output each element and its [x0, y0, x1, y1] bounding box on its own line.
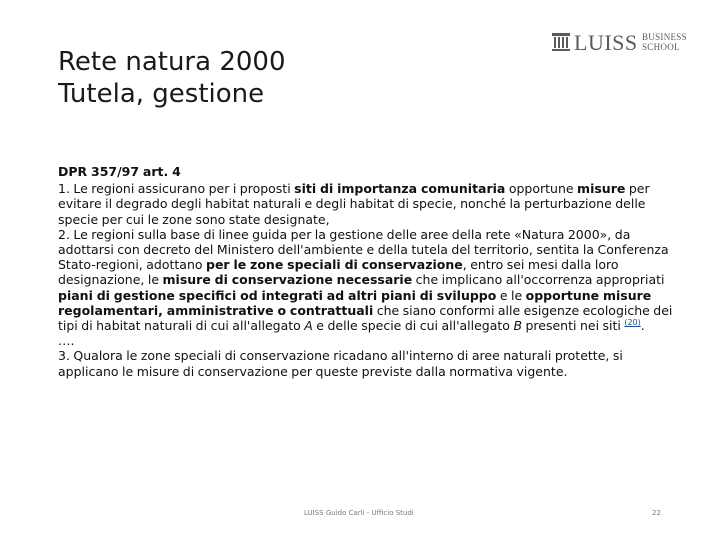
paragraph-3: 3. Qualora le zone speciali di conservazione ricadano all'interno di aree naturali protette, si applicano le misure di conservazione per queste previste dalla normativa vigente.	[58, 348, 623, 379]
p2-bold-misure-conservazione: misure di conservazione necessarie	[162, 272, 413, 288]
p2-text-end: .	[640, 318, 645, 334]
page-number: 22	[652, 509, 661, 517]
p2-text-a: 2. Le regioni sulla base di linee guida per la gestione delle aree della rete «Natura 2000», da adottarsi con decreto del Ministero dell'ambiente e della tutela del territorio, sentita la Conferenza Stato-regioni, adottano	[58, 226, 669, 273]
p2-text-g: e le	[496, 287, 526, 303]
footnote-reference-link[interactable]: (20)	[624, 317, 641, 327]
p1-text-a: 1. Le regioni assicurano per i proposti	[58, 181, 295, 197]
logo-subtitle-line-1: BUSINESS	[642, 32, 687, 42]
p2-italic-allegato-b: B	[513, 318, 523, 334]
p2-bold-piani-gestione: piani di gestione specifici od integrati ad altri piani di sviluppo	[58, 287, 497, 303]
slide-title-line-2: Tutela, gestione	[58, 79, 265, 109]
p2-bold-zsc: per le zone speciali di conservazione	[206, 257, 463, 273]
logo-subtitle	[642, 32, 687, 52]
p1-text-c: opportune	[505, 181, 578, 197]
logo-subtitle-line-2: SCHOOL	[642, 42, 680, 52]
p2-text-c: , entro sei mesi dalla loro designazione, le	[58, 257, 619, 288]
p2-text-e: che implicano all'occorrenza appropriati	[412, 272, 665, 288]
slide-title	[58, 46, 498, 110]
slide-title-line-1: Rete natura 2000	[58, 47, 286, 77]
p2-text-i: che siano conformi alle esigenze ecologiche dei tipi di habitat naturali di cui all'allegato	[58, 302, 673, 334]
logo-name: LUISS	[574, 30, 638, 55]
paragraph-1	[58, 181, 676, 227]
p1-bold-sic: siti di importanza comunitaria	[294, 181, 506, 197]
law-reference-heading: DPR 357/97 art. 4	[58, 164, 181, 179]
p2-bold-misure-regolamentari: opportune misure regolamentari, amministrative o contrattuali	[58, 287, 652, 318]
p2-italic-allegato-a: A	[304, 318, 313, 334]
ellipsis: ….	[58, 333, 75, 349]
p1-text-e: per evitare il degrado degli habitat naturali e degli habitat di specie, nonché la perturbazione delle specie per cui le zone sono state designate,	[58, 181, 650, 227]
footer-source: LUISS Guido Carli - Ufficio Studi	[304, 509, 414, 517]
p2-text-m: presenti nei siti	[522, 318, 625, 334]
p2-text-k: e delle specie di cui all'allegato	[312, 318, 514, 334]
p1-bold-misure: misure	[577, 181, 626, 197]
paragraph-2	[58, 227, 676, 333]
luiss-business-school-logo	[552, 30, 702, 56]
slide-body	[58, 164, 676, 379]
temple-columns-icon	[552, 33, 570, 51]
